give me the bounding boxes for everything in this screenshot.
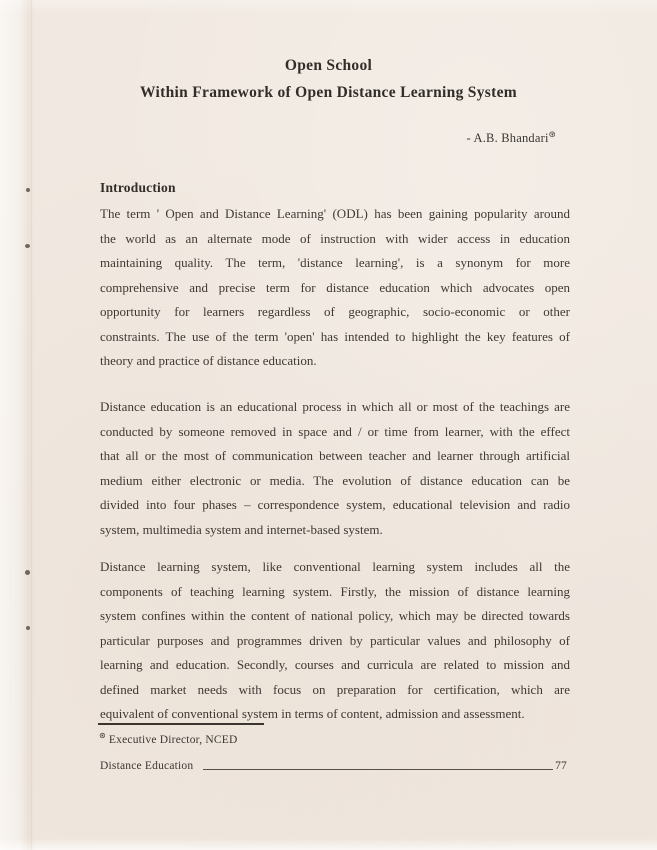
- text-line: divided into four phases – correspondence system, educational television and radio: [100, 497, 570, 512]
- footer-journal-title: Distance Education: [100, 760, 194, 772]
- text-line: Distance learning system, like conventional learning system includes all the: [100, 559, 570, 574]
- text-line: medium either electronic or media. The evolution of distance education can be: [100, 472, 570, 488]
- section-heading-introduction: Introduction: [100, 180, 176, 195]
- author-footnote-symbol: ⊛: [548, 129, 556, 140]
- text-line: constraints. The use of the term 'open' has intended to highlight the key features of: [100, 328, 570, 344]
- paper-crease: [31, 0, 32, 850]
- footnote-text: Executive Director, NCED: [108, 734, 238, 746]
- paragraph-2: [100, 395, 570, 542]
- text-line: Distance education is an educational process in which all or most of the teachings are: [100, 399, 570, 414]
- text-line: comprehensive and precise term for distance education which advocates open: [100, 279, 570, 295]
- text-line: conducted by someone removed in space and / or time from learner, with the effect: [100, 423, 570, 439]
- text-line: system, multimedia system and internet-based system.: [100, 521, 383, 537]
- footnote: [99, 731, 238, 746]
- paragraph-1: [100, 202, 570, 374]
- paragraph-3: [100, 555, 570, 727]
- scan-speck: [25, 570, 30, 575]
- footer-rule: [203, 769, 553, 770]
- scan-speck: [26, 626, 30, 630]
- text-line: The term ' Open and Distance Learning' (ODL) has been gaining popularity around: [100, 206, 570, 221]
- author-byline: [467, 131, 557, 146]
- scan-speck: [25, 244, 30, 248]
- document-title: Open School: [284, 57, 373, 74]
- page-number: 77: [555, 760, 567, 772]
- document-subtitle: Within Framework of Open Distance Learning System: [140, 84, 517, 101]
- text-line: the world as an alternate mode of instruction with wider access in education: [100, 230, 570, 246]
- author-name: - A.B. Bhandari: [466, 131, 549, 145]
- footnote-divider: [98, 723, 264, 725]
- text-line: opportunity for learners regardless of geographic, socio-economic or other: [100, 304, 570, 319]
- page-footer: [100, 760, 567, 772]
- text-line: components of teaching learning system. Firstly, the mission of distance learning: [100, 583, 570, 599]
- text-line: learning and education. Secondly, courses and curricula are related to mission and: [100, 657, 570, 672]
- text-line: defined market needs with focus on preparation for certification, which are: [100, 681, 570, 697]
- text-line: maintaining quality. The term, 'distance learning', is a synonym for more: [100, 255, 570, 270]
- text-line: equivalent of conventional system in terms of content, admission and assessment.: [100, 706, 525, 721]
- scan-speck: [26, 188, 30, 192]
- text-line: that all or the most of communication between teacher and learner through artificial: [100, 448, 570, 463]
- text-line: particular purposes and programmes driven by particular values and philosophy of: [100, 632, 570, 648]
- text-line: theory and practice of distance education.: [100, 353, 317, 368]
- text-line: system confines within the content of national policy, which may be directed towards: [100, 608, 570, 623]
- footnote-symbol: ⊛: [99, 731, 106, 741]
